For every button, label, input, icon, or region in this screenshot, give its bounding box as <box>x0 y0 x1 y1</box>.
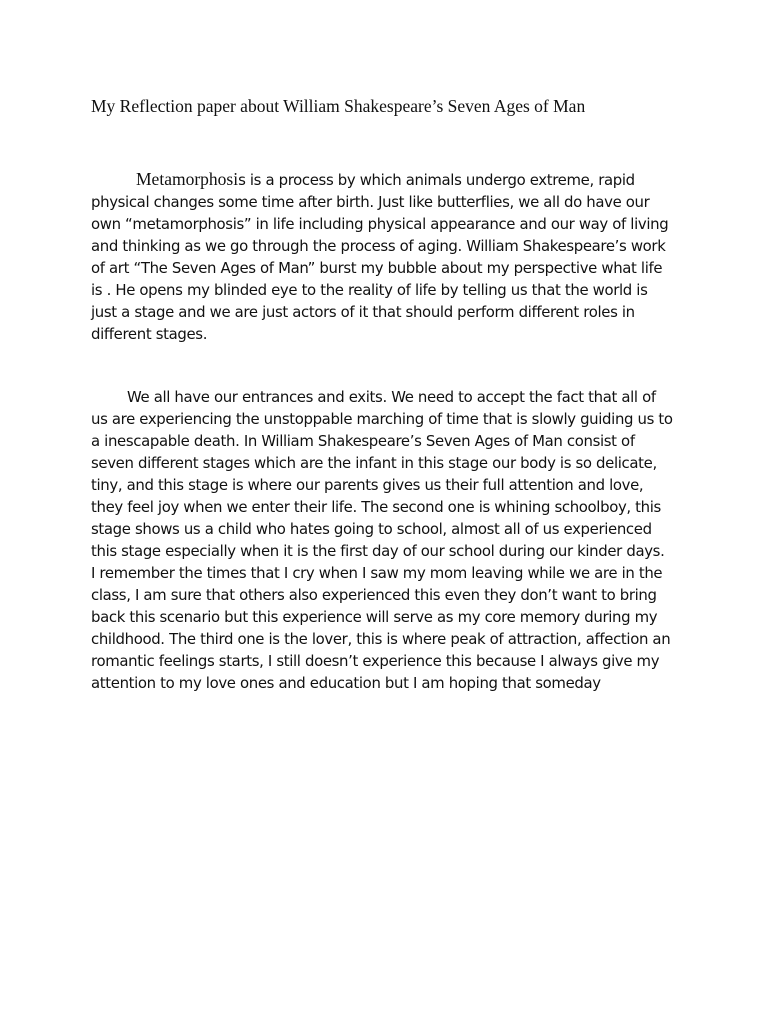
lead-word: Metamorphosi <box>136 169 239 189</box>
paragraph-2-line: us are experiencing the unstoppable marching of time that is slowly guiding us to <box>91 410 673 428</box>
paragraph-2-line: a inescapable death. In William Shakespeare’s Seven Ages of Man consist of <box>91 432 635 450</box>
paragraph-2-line: We all have our entrances and exits. We need to accept the fact that all of <box>127 388 656 406</box>
paragraph-1-line-1-text: s is a process by which animals undergo extreme, rapid <box>238 171 635 189</box>
paragraph-2-line: this stage especially when it is the first day of our school during our kinder days. <box>91 542 665 560</box>
paragraph-1-line: different stages. <box>91 325 208 343</box>
paragraph-1-line-1 <box>91 168 691 191</box>
paragraph-2-line: tiny, and this stage is where our parents gives us their full attention and love, <box>91 476 644 494</box>
paragraph-1-line: and thinking as we go through the process of aging. William Shakespeare’s work <box>91 237 666 255</box>
paragraph-1-line: just a stage and we are just actors of it that should perform different roles in <box>91 303 635 321</box>
paragraph-seven-ages <box>91 386 691 694</box>
paragraph-1-line: of art “The Seven Ages of Man” burst my bubble about my perspective what life <box>91 259 663 277</box>
paragraph-2-line: seven different stages which are the infant in this stage our body is so delicate, <box>91 454 657 472</box>
paragraph-2-line: they feel joy when we enter their life. The second one is whining schoolboy, this <box>91 498 661 516</box>
paragraph-2-line: childhood. The third one is the lover, this is where peak of attraction, affection an <box>91 630 671 648</box>
paragraph-2-line: stage shows us a child who hates going to school, almost all of us experienced <box>91 520 652 538</box>
paragraph-2-line: romantic feelings starts, I still doesn’t experience this because I always give my <box>91 652 660 670</box>
paragraph-2-line: class, I am sure that others also experienced this even they don’t want to bring <box>91 586 657 604</box>
paragraph-2-line: I remember the times that I cry when I saw my mom leaving while we are in the <box>91 564 663 582</box>
paragraph-1-line: physical changes some time after birth. Just like butterflies, we all do have our <box>91 193 650 211</box>
paragraph-metamorphosis <box>91 168 691 345</box>
document-title: My Reflection paper about William Shakespeare’s Seven Ages of Man <box>91 96 586 116</box>
paragraph-1-line: is . He opens my blinded eye to the reality of life by telling us that the world is <box>91 281 648 299</box>
paragraph-2-line: attention to my love ones and education but I am hoping that someday <box>91 674 601 692</box>
paragraph-1-line: own “metamorphosis” in life including physical appearance and our way of living <box>91 215 669 233</box>
paragraph-2-line: back this scenario but this experience will serve as my core memory during my <box>91 608 658 626</box>
